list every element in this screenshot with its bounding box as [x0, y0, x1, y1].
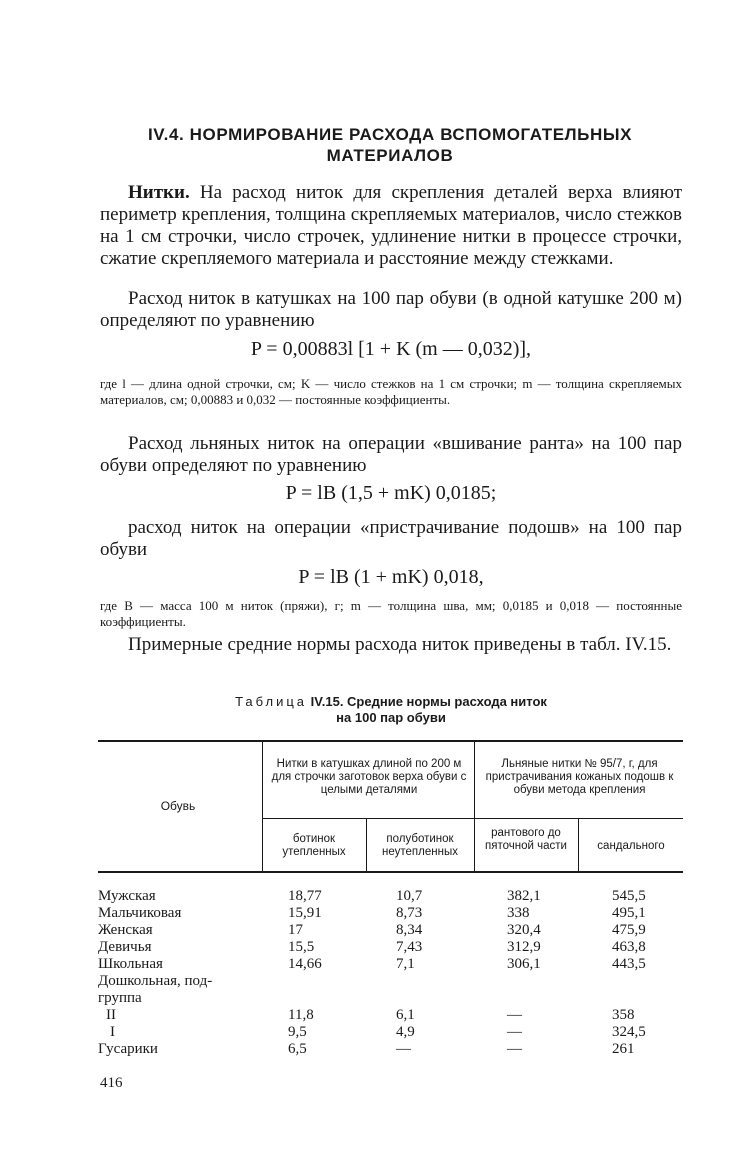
table-row [98, 1007, 688, 1024]
table-cell: 7,1 [396, 956, 415, 972]
column-header-sandal: сандального [597, 840, 665, 852]
heading-line-2: МАТЕРИАЛОВ [326, 146, 454, 165]
row-label: Гусарики [98, 1041, 158, 1057]
row-label: Дошкольная, под- [98, 973, 213, 989]
equation-sole: P = lB (1 + mK) 0,018, [298, 566, 484, 588]
table-cell: 15,5 [288, 939, 315, 955]
table-cell: 338 [507, 905, 530, 921]
row-label: Женская [98, 922, 153, 938]
table-cell: 475,9 [612, 922, 646, 938]
table-row [98, 1024, 688, 1041]
table-cell: 15,91 [288, 905, 322, 921]
column-header-boots-insulated: ботинок утепленных [282, 833, 346, 858]
equation-note-2: где B — масса 100 м ниток (пряжи), г; m — толщина шва, мм; 0,0185 и 0,018 — постоянные коэффициенты. [100, 598, 682, 629]
paragraph-linen-welt: Расход льняных ниток на операции «вшивание ранта» на 100 пар обуви определяют по уравнению [100, 433, 682, 476]
column-header-welted: рантового до пяточной части [485, 827, 567, 852]
table-vline-1 [262, 741, 263, 872]
column-header-shoe: Обувь [160, 799, 196, 813]
table-cell: 8,73 [396, 905, 423, 921]
paragraph-lead: Нитки. [128, 182, 190, 203]
row-label: группа [98, 990, 142, 1006]
table-cell: 382,1 [507, 888, 541, 904]
table-vline-2 [474, 741, 475, 872]
table-row [98, 939, 688, 956]
equation-note-1: где l — длина одной строчки, см; K — число стежков на 1 см строчки; m — толщина скрепляемых материалов, см; 0,00883 и 0,032 — постоянные коэффициенты. [100, 376, 682, 407]
table-cell: 4,9 [396, 1024, 415, 1040]
table-row [98, 922, 688, 939]
table-cell: — [507, 1041, 522, 1057]
column-header-lowshoes-uninsulated: полуботинок неутепленных [382, 833, 458, 858]
table-vline-3 [366, 818, 367, 872]
table-row [98, 973, 688, 990]
table-cell: 11,8 [288, 1007, 314, 1023]
row-label: Мужская [98, 888, 156, 904]
table-header-bottom-rule [98, 871, 683, 873]
table-body [98, 888, 688, 1058]
column-group-header-linen: Льняные нитки № 95/7, г, для пристрачивания кожаных подошв к обуви метода крепления [485, 758, 674, 796]
table-cell: 7,43 [396, 939, 423, 955]
column-group-header-spool: Нитки в катушках длиной по 200 м для строчки заготовок верха обуви с целыми деталями [271, 758, 467, 796]
table-cell: — [396, 1041, 411, 1057]
paragraph-table-reference: Примерные средние нормы расхода ниток приведены в табл. IV.15. [128, 634, 672, 655]
table-cell: 324,5 [612, 1024, 646, 1040]
table-cell: 8,34 [396, 922, 423, 938]
table-cell: 10,7 [396, 888, 423, 904]
table-cell: 320,4 [507, 922, 541, 938]
table-cell: 443,5 [612, 956, 646, 972]
row-label: II [106, 1007, 116, 1023]
row-label: Школьная [98, 956, 163, 972]
heading-line-1: IV.4. НОРМИРОВАНИЕ РАСХОДА ВСПОМОГАТЕЛЬНЫХ [147, 125, 633, 144]
table-cell: 261 [612, 1041, 635, 1057]
table-vline-4 [578, 818, 579, 872]
table-caption-title: IV.15. Средние нормы расхода ниток [307, 694, 547, 709]
row-label: I [110, 1024, 115, 1040]
section-heading [100, 124, 680, 166]
table-row [98, 990, 688, 1007]
table-cell: 6,1 [396, 1007, 415, 1023]
row-label: Мальчиковая [98, 905, 182, 921]
equation-welt: P = lB (1,5 + mK) 0,0185; [285, 482, 497, 504]
table-row [98, 956, 688, 973]
paragraph-threads [100, 182, 682, 270]
table-cell: 9,5 [288, 1024, 307, 1040]
table-caption-word: Таблица [235, 694, 308, 709]
table-cell: 6,5 [288, 1041, 307, 1057]
table-row [98, 1041, 688, 1058]
table-cell: 18,77 [288, 888, 322, 904]
table-top-rule [98, 740, 683, 742]
table-cell: 463,8 [612, 939, 646, 955]
table-cell: — [507, 1007, 522, 1023]
table-cell: 14,66 [288, 956, 322, 972]
table-row [98, 888, 688, 905]
equation-spool: P = 0,00883l [1 + K (m — 0,032)], [250, 338, 532, 360]
table-cell: 312,9 [507, 939, 541, 955]
row-label: Девичья [98, 939, 152, 955]
table-cell: 306,1 [507, 956, 541, 972]
table-caption-line-2: на 100 пар обуви [336, 710, 446, 725]
table-cell: 545,5 [612, 888, 646, 904]
table-cell: 17 [288, 922, 303, 938]
table-subheader-rule [262, 818, 683, 819]
table-cell: — [507, 1024, 522, 1040]
table-caption [100, 694, 682, 726]
paragraph-text: На расход ниток для скрепления деталей верха влияют периметр крепления, толщина скрепляемых материалов, число стежков на 1 см строчки, число строчек, удлинение нитки в процессе строчки, сжатие скрепляемого материала и расстояние между стежками. [100, 182, 682, 269]
table-cell: 495,1 [612, 905, 646, 921]
paragraph-spool-consumption: Расход ниток в катушках на 100 пар обуви (в одной катушке 200 м) определяют по уравнению [100, 288, 682, 331]
table-row [98, 905, 688, 922]
table-cell: 358 [612, 1007, 635, 1023]
paragraph-sole-stitching: расход ниток на операции «пристрачивание подошв» на 100 пар обуви [100, 517, 682, 560]
page-number: 416 [100, 1075, 123, 1091]
